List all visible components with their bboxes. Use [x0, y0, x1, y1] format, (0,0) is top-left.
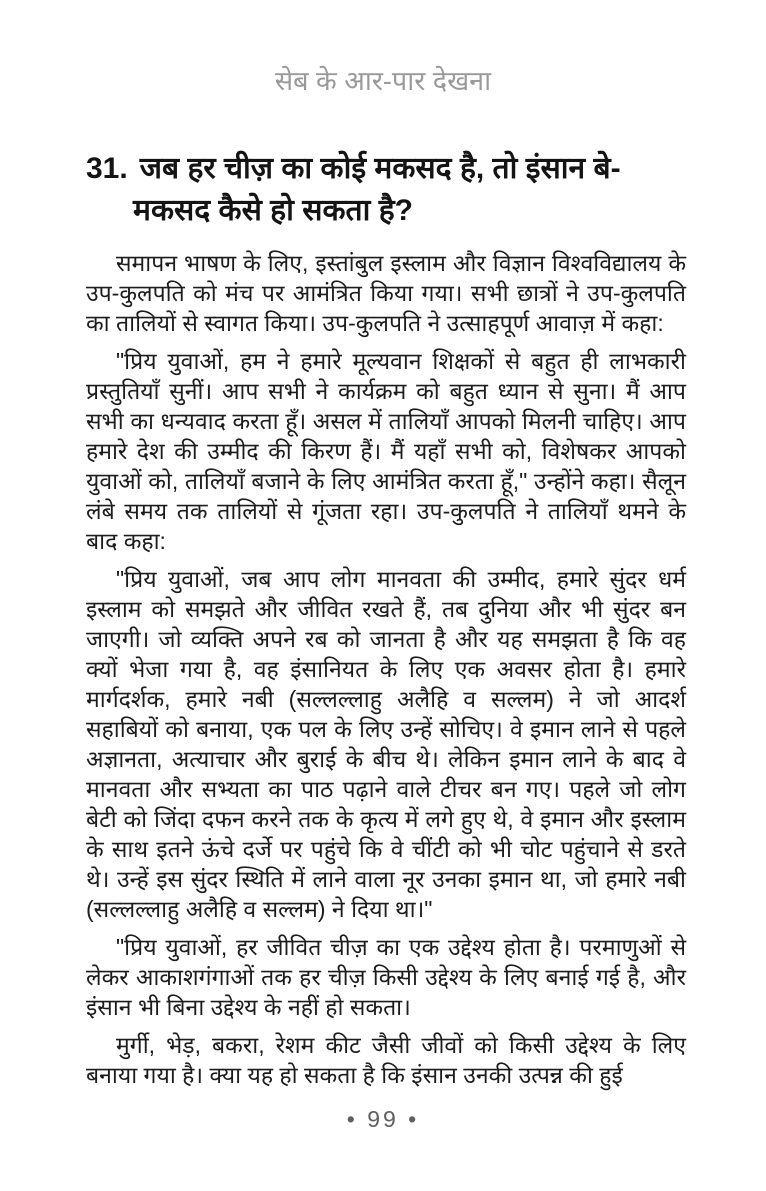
paragraph-4: "प्रिय युवाओं, हर जीवित चीज़ का एक उद्देश्य होता है। परमाणुओं से लेकर आकाशगंगाओं तक हर चीज़ किसी उद्देश्य के लिए बनाई गई है, और इंसान भी बिना उद्देश्य के नहीं हो सकता। [86, 934, 686, 1020]
paragraph-2: "प्रिय युवाओं, हम ने हमारे मूल्यवान शिक्षकों से बहुत ही लाभकारी प्रस्तुतियाँ सुनीं। आप सभी ने कार्यक्रम को बहुत ध्यान से सुना। मैं आप सभी का धन्यवाद करता हूँ। असल में तालियाँ आपको मिलनी चाहिए। आप हमारे देश की उम्मीद की किरण हैं। मैं यहाँ सभी को, विशेषकर आपको युवाओं को, तालियाँ बजाने के लिए आमंत्रित करता हूँ," उन्होंने कहा। सैलून लंबे समय तक तालियों से गूंजता रहा। उप-कुलपति ने तालियाँ थमने के बाद कहा: [86, 348, 686, 554]
chapter-heading [86, 148, 686, 232]
page-number: • 99 • [346, 1106, 420, 1132]
paragraph-5: मुर्गी, भेड़, बकरा, रेशम कीट जैसी जीवों को किसी उद्देश्य के लिए बनाया गया है। क्या यह हो सकता है कि इंसान उनकी उत्पन्न की हुई [86, 1032, 686, 1088]
chapter-title: जब हर चीज़ का कोई मकसद है, तो इंसान बे-मकसद कैसे हो सकता है? [133, 152, 621, 227]
paragraph-3: "प्रिय युवाओं, जब आप लोग मानवता की उम्मीद, हमारे सुंदर धर्म इस्लाम को समझते और जीवित रखते हैं, तब दुनिया और भी सुंदर बन जाएगी। जो व्यक्ति अपने रब को जानता है और यह समझता है कि वह क्यों भेजा गया है, वह इंसानियत के लिए एक अवसर होता है। हमारे मार्गदर्शक, हमारे नबी (सल्लल्लाहु अलैहि व सल्लम) ने जो आदर्श सहाबियों को बनाया, एक पल के लिए उन्हें सोचिए। वे इमान लाने से पहले अज्ञानता, अत्याचार और बुराई के बीच थे। लेकिन इमान लाने के बाद वे मानवता और सभ्यता का पाठ पढ़ाने वाले टीचर बन गए। पहले जो लोग बेटी को जिंदा दफन करने तक के कृत्य में लगे हुए थे, वे इमान और इस्लाम के साथ इतने ऊंचे दर्जे पर पहुंचे कि वे चींटी को भी चोट पहुंचाने से डरते थे। उन्हें इस सुंदर स्थिति में लाने वाला नूर उनका इमान था, जो हमारे नबी (सल्लल्लाहु अलैहि व सल्लम) ने दिया था।" [86, 566, 686, 922]
running-header: सेब के आर-पार देखना [274, 66, 492, 96]
page-content [0, 148, 766, 1090]
paragraph-1: समापन भाषण के लिए, इस्तांबुल इस्लाम और विज्ञान विश्वविद्यालय के उप-कुलपति को मंच पर आमंत्रित किया गया। सभी छात्रों ने उप-कुलपति का तालियों से स्वागत किया। उप-कुलपति ने उत्साहपूर्ण आवाज़ में कहा: [86, 250, 686, 336]
chapter-number: 31. [86, 152, 128, 185]
